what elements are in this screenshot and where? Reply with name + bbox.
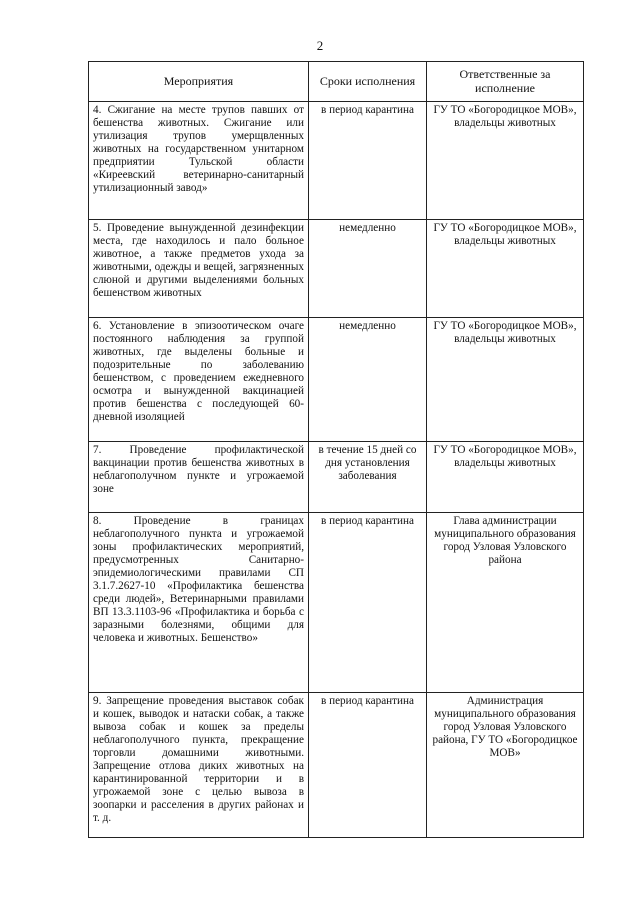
table-row [89, 513, 584, 693]
measure-cell: 5. Проведение вынужденной дезинфекции места, где находилось и пало больное животное, а также предметов ухода за животными, одежды и вещей, загрязненных слюной и другими выделениями больных бешенством животных [89, 220, 309, 318]
measure-cell: 7. Проведение профилактической вакцинации против бешенства животных в неблагополучном пункте и угрожаемой зоне [89, 442, 309, 513]
table-row [89, 318, 584, 442]
term-cell: в период карантина [309, 513, 427, 693]
responsible-cell: ГУ ТО «Богородицкое МОВ», владельцы животных [427, 102, 584, 220]
responsible-cell: Администрация муниципального образования город Узловая Узловского района, ГУ ТО «Богородицкое МОВ» [427, 693, 584, 838]
table-row [89, 693, 584, 838]
measure-cell: 4. Сжигание на месте трупов павших от бешенства животных. Сжигание или утилизация трупов умерщвленных животных на государственном унитарном предприятии Тульской области «Киреевский ветеринарно-санитарный утилизационный завод» [89, 102, 309, 220]
table-row [89, 220, 584, 318]
measure-cell: 9. Запрещение проведения выставок собак и кошек, выводок и натаски собак, а также вывоза собак и кошек за пределы неблагополучного пункта, прекращение торговли домашними животными. Запрещение отлова диких животных на карантинированной территории и в угрожаемой зоне с целью вывоза в зоопарки и расселения в других районах и т. д. [89, 693, 309, 838]
responsible-cell: ГУ ТО «Богородицкое МОВ», владельцы животных [427, 318, 584, 442]
term-cell: немедленно [309, 318, 427, 442]
term-cell: в течение 15 дней со дня установления заболевания [309, 442, 427, 513]
term-cell: немедленно [309, 220, 427, 318]
table-header-row [89, 62, 584, 102]
header-responsible: Ответственные за исполнение [427, 62, 584, 102]
responsible-cell: ГУ ТО «Богородицкое МОВ», владельцы животных [427, 442, 584, 513]
measures-table [88, 61, 584, 838]
term-cell: в период карантина [309, 693, 427, 838]
responsible-cell: ГУ ТО «Богородицкое МОВ», владельцы животных [427, 220, 584, 318]
measure-cell: 6. Установление в эпизоотическом очаге постоянного наблюдения за группой животных, где выделены больные и подозрительные по заболеванию бешенством, с проведением ежедневного осмотра и вынужденной вакцинацией против бешенства с последующей 60-дневной изоляцией [89, 318, 309, 442]
header-terms: Сроки исполнения [309, 62, 427, 102]
header-measures: Мероприятия [89, 62, 309, 102]
table-row [89, 442, 584, 513]
page-number: 2 [316, 38, 324, 53]
table-row [89, 102, 584, 220]
term-cell: в период карантина [309, 102, 427, 220]
responsible-cell: Глава администрации муниципального образования город Узловая Узловского района [427, 513, 584, 693]
measure-cell: 8. Проведение в границах неблагополучного пункта и угрожаемой зоны профилактических мероприятий, предусмотренных Санитарно-эпидемиологическими правилами СП 3.1.7.2627-10 «Профилактика бешенства среди людей», Ветеринарными правилами ВП 13.3.1103-96 «Профилактика и борьба с заразными болезнями, общими для человека и животных. Бешенство» [89, 513, 309, 693]
